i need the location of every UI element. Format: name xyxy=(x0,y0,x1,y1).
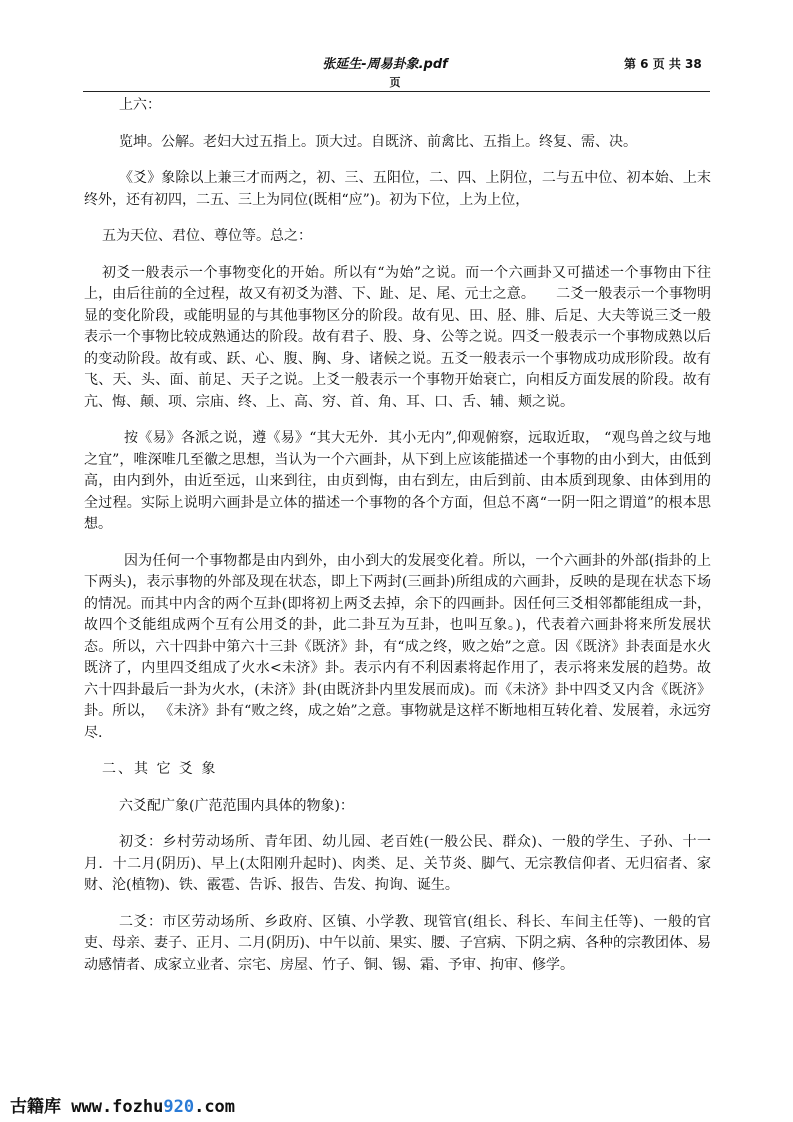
section-heading-other-yao: 二、其 它 爻 象 xyxy=(102,761,218,777)
page-indicator-continued: 页 xyxy=(389,76,401,89)
watermark-site-name: 古籍库 xyxy=(10,1097,61,1117)
page-body xyxy=(84,95,711,991)
paragraph-er-yao: 二爻：市区劳动场所、乡政府、区镇、小学教、现管官(组长、科长、车间主任等)、一般的官吏、母亲、妻子、正月、二月(阴历)、中午以前、果实、腰、子宫病、下阴之病、各种的宗教团体、易动感情者、成家立业者、宗宅、房屋、竹子、铜、锡、霜、予审、拘审、修学。 xyxy=(84,913,711,973)
paragraph-six-yao-objects: 六爻配广象(广范范围内具体的物象)： xyxy=(119,797,354,814)
watermark-url-prefix: www.fozhu xyxy=(61,1097,164,1117)
paragraph-six-yao-stages: 初爻一般表示一个事物变化的开始。所以有“为始”之说。而一个六画卦又可描述一个事物由下往上，由后往前的全过程，故又有初爻为潜、下、趾、足、尾、元士之意。 二爻一般表示一个事物明显的变化阶段，或能明显的与其他事物区分的阶段。故有见、田、胫、腓、后足、大夫等说三爻一般表示一个事物比较成熟通达的阶段。故有君子、股、身、公等之说。四爻一般表示一个事物成熟以后的变动阶段。故有或、跃、心、腹、胸、身、诸候之说。五爻一般表示一个事物成功成形阶段。故有飞、天、头、面、前足、天子之说。上爻一般表示一个事物开始衰亡，向相反方面发展的阶段。故有亢、悔、颠、项、宗庙、终、上、高、穷、首、角、耳、口、舌、辅、颊之说。 xyxy=(84,264,711,410)
watermark-url-number: 920 xyxy=(163,1097,195,1117)
header-divider xyxy=(83,91,710,92)
document-title: 张延生-周易卦象.pdf xyxy=(322,57,448,72)
watermark-url-suffix: .com xyxy=(194,1097,236,1117)
paragraph-lankun: 览坤。公解。老妇大过五指上。顶大过。自既济、前禽比、五指上。终复、需、决。 xyxy=(119,133,637,150)
paragraph-wu-tianwei: 五为天位、君位、尊位等。总之： xyxy=(102,228,312,244)
paragraph-yi-schools: 按《易》各派之说，遵《易》“其大无外．其小无内”,仰观俯察，远取近取， “观鸟兽之纹与地之宜”，唯深唯几至徽之思想，当认为一个六画卦，从下到上应该能描述一个事物的由小到大，由低到高，由内到外，由近至远，山来到往，由贞到悔，由右到左，由后到前、由本质到现象、由体到用的全过程。实际上说明六画卦是立体的描述一个事物的各个方面，但总不离“一阴一阳之谓道”的根本思想。 xyxy=(84,430,711,532)
page-indicator: 第 6 页 共 38 xyxy=(624,57,702,71)
watermark-site xyxy=(10,1097,235,1117)
paragraph-chu-yao: 初爻：乡村劳动场所、青年团、幼儿园、老百姓(一般公民、群众)、一般的学生、子孙、十一月．十二月(阴历)、早上(太阳刚升起时)、肉类、足、关节炎、脚气、无宗教信仰者、无归宿者、家财、沦(植物)、铁、霰雹、告诉、报告、告发、拘询、诞生。 xyxy=(84,834,711,893)
paragraph-yao-positions: 《爻》象除以上兼三才而两之，初、三、五阳位，二、四、上阴位，二与五中位、初本始、上末终外，还有初四，二五、三上为同位(既相“应”)。初为下位，上为上位， xyxy=(84,170,711,208)
paragraph-inner-outer: 因为任何一个事物都是由内到外，由小到大的发展变化着。所以，一个六画卦的外部(指卦的上下两头)，表示事物的外部及现在状态，即上下两封(三画卦)所组成的六画卦，反映的是现在状态下场的情况。而其中内含的两个互卦(即将初上两爻去掉，余下的四画卦。因任何三爻相邻都能组成一卦，故四个爻能组成两个互有公用爻的卦，此二卦互为互卦，也叫互象。)，代表着六画卦将来所发展状态。所以，六十四卦中第六十三卦《既济》卦，有“成之终，败之始”之意。因《既济》卦表面是水火既济了，内里四爻组成了火水<未济》卦。表示内有不利因素将起作用了，表示将来发展的趋势。故六十四卦最后一卦为火水，(未济》卦(由既济卦内里发展而成)。而《未济》卦中四爻又内含《既济》卦。所以， 《未济》卦有“败之终，成之始”之意。事物就是这样不断地相互转化着、发展着，永远穷尽. xyxy=(84,552,711,741)
paragraph-shangliu: 上六： xyxy=(119,97,161,113)
